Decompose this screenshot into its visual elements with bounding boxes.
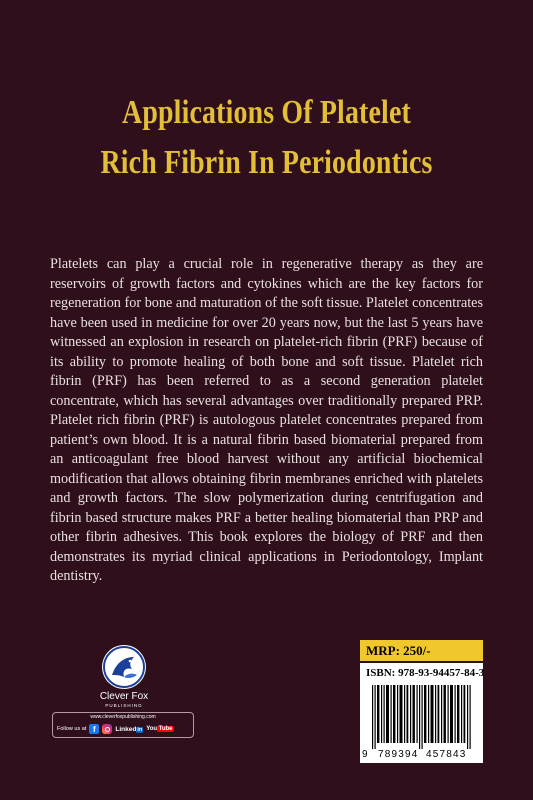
linkedin-icon[interactable]	[115, 726, 143, 733]
youtube-tube: Tube	[158, 726, 173, 732]
follow-label: Follow us at	[57, 726, 87, 732]
facebook-icon[interactable]: f	[89, 724, 99, 734]
linkedin-text: Linked	[115, 725, 137, 733]
barcode-lead-digit: 9	[362, 749, 368, 760]
book-title-line-1: Applications Of Platelet	[122, 94, 411, 131]
barcode-left-group: 789394	[378, 749, 419, 760]
publisher-logo	[90, 645, 158, 709]
isbn-box	[360, 663, 483, 763]
publisher-url[interactable]: www.cleverfoxpublishing.com	[90, 714, 156, 720]
barcode	[370, 685, 474, 749]
social-row	[57, 723, 174, 735]
linkedin-box: in	[137, 726, 143, 733]
isbn-text: ISBN: 978-93-94457-84-3	[366, 667, 485, 679]
book-title	[48, 88, 485, 188]
publisher-name: Clever Fox	[99, 691, 149, 702]
price-label: MRP: 250/-	[360, 640, 483, 661]
instagram-icon[interactable]	[102, 724, 112, 734]
publisher-sub: PUBLISHING	[105, 703, 143, 708]
social-links-box	[52, 712, 194, 738]
book-title-line-2: Rich Fibrin In Periodontics	[100, 144, 433, 181]
book-blurb: Platelets can play a crucial role in regenerative therapy as they are reservoirs of growth factors and cytokines which are the key factors for regeneration for bone and maturation of the soft tissue. Platelet concentrates have been used in medicine for over 20 years now, but the last 5 years have witnessed an explosion in research on platelet-rich fibrin (PRF) because of its ability to promote healing of both bone and soft tissue. Platelet rich fibrin (PRF) has been referred to as a second generation platelet concentrate, which has several advantages over traditionally prepared PRP. Platelet rich fibrin (PRF) is autologous platelet concentrates prepared from patient’s own blood. It is a natural fibrin based biomaterial prepared from an anticoagulant free blood harvest without any artificial biochemical modification that allows obtaining fibrin membranes enriched with platelets and growth factors. The slow polymerization during centrifugation and fibrin based structure makes PRF a better healing biomaterial than PRP and other fibrin adhesives. This book explores the biology of PRF and then demonstrates its myriad clinical applications in Periodontology, Implant dentistry.	[50, 256, 483, 584]
youtube-icon[interactable]	[146, 726, 174, 732]
fox-logo-icon	[102, 645, 146, 689]
youtube-you: You	[146, 726, 158, 732]
barcode-right-group: 457843	[426, 749, 467, 760]
